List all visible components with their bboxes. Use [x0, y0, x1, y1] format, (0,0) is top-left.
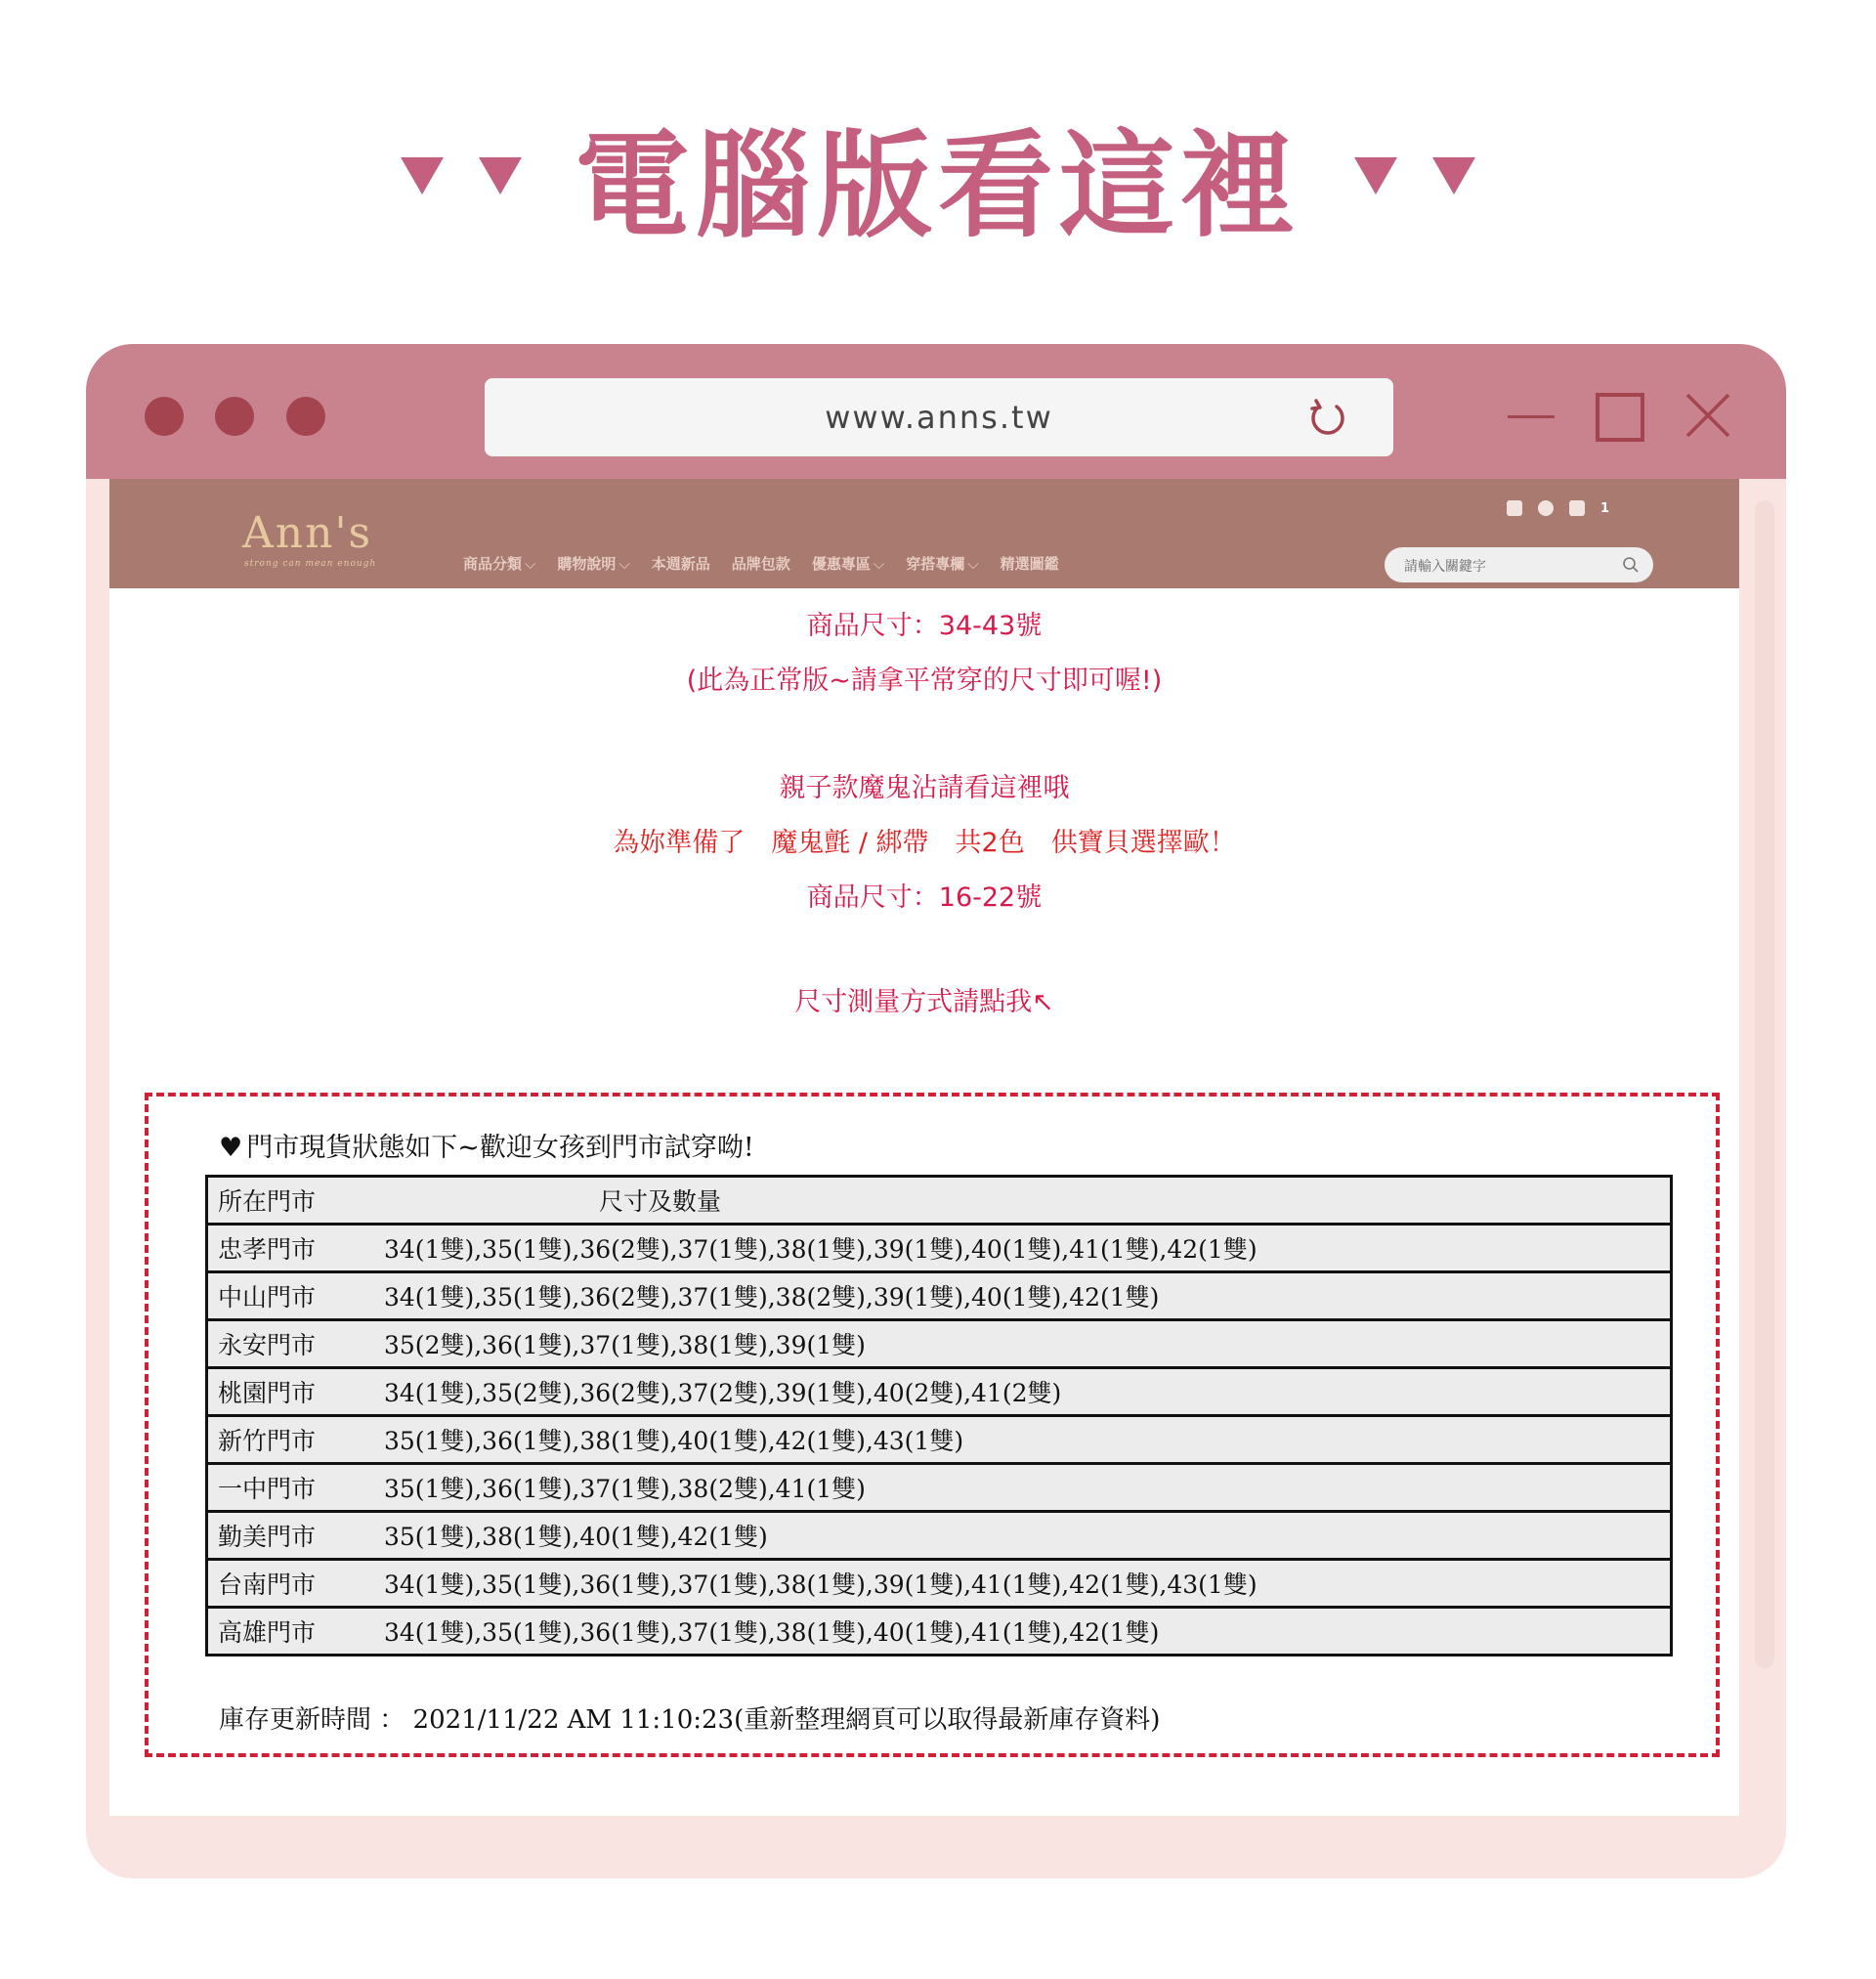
header-icons — [1507, 500, 1609, 516]
store-name: 桃園門市 — [207, 1368, 375, 1416]
store-sizes: 35(1雙),36(1雙),37(1雙),38(2雙),41(1雙) — [374, 1464, 1672, 1512]
store-name: 台南門市 — [207, 1560, 375, 1608]
chevron-down-icon: ⌵ — [967, 555, 979, 573]
table-row — [207, 1225, 1672, 1272]
triangle-down-icon — [1432, 157, 1475, 194]
nav-item-lookbook[interactable]: 精選圖鑑 — [1000, 555, 1059, 573]
table-row — [207, 1512, 1672, 1560]
site-logo[interactable]: Ann's — [242, 508, 373, 558]
search-icon[interactable] — [1622, 556, 1640, 574]
table-row — [207, 1608, 1672, 1656]
store-name: 勤美門市 — [207, 1512, 375, 1560]
stock-updated-time: 庫存更新時間 ： 2021/11/22 AM 11:10:23(重新整理網頁可以取得最新庫存資料) — [219, 1705, 1161, 1735]
phone-icon[interactable] — [1507, 500, 1522, 516]
nav-item-sale[interactable]: 優惠專區 ⌵ — [811, 555, 885, 573]
site-search[interactable] — [1385, 547, 1653, 582]
chevron-down-icon: ⌵ — [525, 555, 536, 573]
kids-size-line: 商品尺寸：16-22號 — [806, 882, 1043, 913]
stock-table — [205, 1175, 1673, 1656]
nav-item-bags[interactable]: 品牌包款 — [731, 555, 790, 573]
site-tagline: strong can mean enough — [244, 559, 377, 569]
address-bar[interactable] — [485, 378, 1393, 456]
reload-icon[interactable] — [1307, 398, 1348, 439]
store-name: 高雄門市 — [207, 1608, 375, 1656]
nav-item-categories[interactable]: 商品分類 ⌵ — [463, 555, 536, 573]
web-page — [109, 479, 1739, 1816]
store-sizes: 34(1雙),35(1雙),36(1雙),37(1雙),38(1雙),39(1雙),41(1雙),42(1雙),43(1雙) — [374, 1560, 1672, 1608]
store-sizes: 34(1雙),35(2雙),36(2雙),37(2雙),39(1雙),40(2雙),41(2雙) — [374, 1368, 1672, 1416]
window-dot-icon[interactable] — [145, 397, 184, 436]
minimize-icon[interactable] — [1508, 415, 1555, 418]
store-sizes: 34(1雙),35(1雙),36(2雙),37(1雙),38(2雙),39(1雙),40(1雙),42(1雙) — [374, 1272, 1672, 1320]
kids-colors-line: 為妳準備了 魔鬼氈 / 綁帶 共2色 供寶貝選擇歐！ — [613, 828, 1236, 858]
headline-title: 電腦版看這裡 — [574, 118, 1301, 253]
header-sizes: 尺寸及數量 — [374, 1177, 1672, 1225]
chevron-down-icon: ⌵ — [618, 555, 630, 573]
triangle-down-icon — [479, 157, 522, 194]
table-row — [207, 1416, 1672, 1464]
store-sizes: 35(2雙),36(1雙),37(1雙),38(1雙),39(1雙) — [374, 1320, 1672, 1368]
window-dot-icon[interactable] — [286, 397, 325, 436]
cart-count-badge: 1 — [1600, 500, 1610, 516]
store-sizes: 34(1雙),35(1雙),36(2雙),37(1雙),38(1雙),39(1雙),40(1雙),41(1雙),42(1雙) — [374, 1225, 1672, 1272]
cart-icon[interactable] — [1569, 500, 1585, 516]
window-dot-icon[interactable] — [215, 397, 254, 436]
product-size-line: 商品尺寸：34-43號 — [806, 611, 1043, 641]
main-nav — [463, 553, 1059, 574]
scrollbar[interactable] — [1755, 500, 1774, 1668]
table-row — [207, 1464, 1672, 1512]
store-stock-panel — [145, 1093, 1720, 1757]
chevron-down-icon: ⌵ — [873, 555, 885, 573]
store-name: 忠孝門市 — [207, 1225, 375, 1272]
store-sizes: 34(1雙),35(1雙),36(1雙),37(1雙),38(1雙),40(1雙),41(1雙),42(1雙) — [374, 1608, 1672, 1656]
store-sizes: 35(1雙),36(1雙),38(1雙),40(1雙),42(1雙),43(1雙) — [374, 1416, 1672, 1464]
triangle-down-icon — [1354, 157, 1397, 194]
store-sizes: 35(1雙),38(1雙),40(1雙),42(1雙) — [374, 1512, 1672, 1560]
size-measure-link[interactable]: 尺寸測量方式請點我↖ — [794, 987, 1054, 1017]
nav-item-styling[interactable]: 穿搭專欄 ⌵ — [906, 555, 979, 573]
close-icon[interactable] — [1684, 391, 1732, 440]
table-row — [207, 1560, 1672, 1608]
url-text[interactable]: www.anns.tw — [825, 399, 1053, 436]
table-header-row — [207, 1177, 1672, 1225]
store-name: 永安門市 — [207, 1320, 375, 1368]
browser-window — [86, 344, 1786, 1878]
heart-icon: ♥ — [219, 1133, 243, 1163]
table-row — [207, 1368, 1672, 1416]
search-placeholder[interactable]: 請輸入關鍵字 — [1404, 559, 1486, 575]
stock-title: ♥ 門市現貨狀態如下~歡迎女孩到門市試穿呦! — [219, 1133, 754, 1163]
table-row — [207, 1272, 1672, 1320]
triangle-down-icon — [401, 157, 444, 194]
store-name: 一中門市 — [207, 1464, 375, 1512]
browser-titlebar — [86, 344, 1786, 479]
account-icon[interactable] — [1538, 500, 1554, 516]
header-store: 所在門市 — [207, 1177, 375, 1225]
store-name: 新竹門市 — [207, 1416, 375, 1464]
normal-fit-note: (此為正常版~請拿平常穿的尺寸即可喔!) — [686, 666, 1163, 696]
store-name: 中山門市 — [207, 1272, 375, 1320]
nav-item-new-arrivals[interactable]: 本週新品 — [651, 555, 710, 573]
nav-item-shopping-guide[interactable]: 購物說明 ⌵ — [557, 555, 630, 573]
table-row — [207, 1320, 1672, 1368]
maximize-icon[interactable] — [1596, 393, 1644, 442]
kids-heading: 親子款魔鬼沾請看這裡哦 — [779, 773, 1070, 803]
promo-headline — [0, 103, 1876, 253]
site-header — [109, 479, 1739, 588]
